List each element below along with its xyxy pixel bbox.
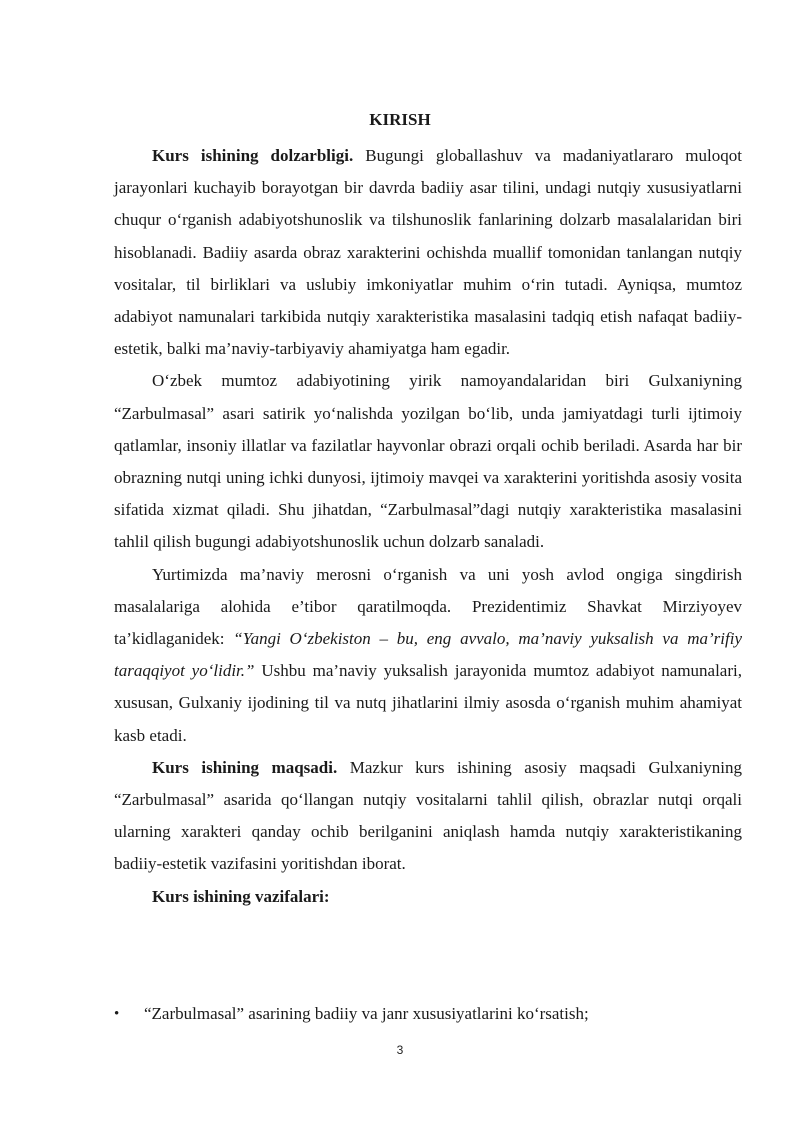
paragraph-heritage [114, 559, 742, 752]
section-title: KIRISH [369, 110, 431, 129]
goal-heading: Kurs ishining maqsadi. [152, 757, 338, 777]
relevance-text: Bugungi globallashuv va madaniyatlararo muloqot jarayonlari kuchayib borayotgan bir davrda badiiy asar tilini, undagi nutqiy xususiyatlarni chuqur o‘rganish adabiyotshunoslik va tilshunoslik fanlarining dolzarb masalalaridan biri hisoblanadi. Badiiy asarda obraz xarakterini ochishda muallif tomonidan tanlangan nutqiy vositalar, til birliklari va uslubiy imkoniyatlar muhim o‘rin tutadi. Ayniqsa, mumtoz adabiyot namunalari tarkibida nutqiy xarakteristika masalasini tadqiq etish nafaqat badiiy-estetik, balki ma’naviy-tarbiyaviy ahamiyatga ham egadir. [114, 146, 742, 359]
tasks-heading: Kurs ishining vazifalari: [152, 886, 330, 906]
paragraph-tasks [114, 881, 742, 913]
body-text [114, 140, 742, 913]
paragraph-zarbulmasal [114, 365, 742, 558]
goal-text: Mazkur kurs ishining asosiy maqsadi Gulxaniyning “Zarbulmasal” asarida qo‘llangan nutqiy vositalarni tahlil qilish, obrazlar nutqi orqali ularning xarakteri qanday ochib berilganini aniqlash hamda nutqiy xarakteristikaning badiiy-estetik vazifasini yoritishdan iborat. [114, 757, 742, 874]
list-item-text: “Zarbulmasal” asarining badiiy va janr xususiyatlarini ko‘rsatish; [144, 1004, 589, 1023]
paragraph-relevance [114, 140, 742, 365]
president-quote: “Yangi O‘zbekiston – bu, eng avvalo, ma’naviy yuksalish va ma’rifiy taraqqiyot yo‘lidir.” [114, 629, 742, 681]
relevance-heading: Kurs ishining dolzarbligi. [152, 146, 354, 165]
heritage-text-before: Yurtimizda ma’naviy merosni o‘rganish va uni yosh avlod ongiga singdirish masalalariga alohida e’tibor qaratilmoqda. Prezidentimiz Shavkat Mirziyoyev ta’kidlaganidek: [114, 564, 742, 649]
bullet-icon: • [114, 1006, 120, 1022]
zarbulmasal-text: O‘zbek mumtoz adabiyotining yirik namoyandalaridan biri Gulxaniyning “Zarbulmasal” asari satirik yo‘nalishda yozilgan bo‘lib, unda jamiyatdagi turli ijtimoiy qatlamlar, insoniy illatlar va fazilatlar hayvonlar obrazi orqali ochib beriladi. Asarda har bir obrazning nutqi uning ichki dunyosi, ijtimoiy mavqei va xarakterini yoritishda asosiy vosita sifatida xizmat qiladi. Shu jihatdan, “Zarbulmasal”dagi nutqiy xarakteristika masalasini tahlil qilish bugungi adabiyotshunoslik uchun dolzarb sanaladi. [114, 371, 742, 552]
heritage-text-after: Ushbu ma’naviy yuksalish jarayonida mumtoz adabiyot namunalari, xususan, Gulxaniy ijodining til va nutq jihatlarini ilmiy asosda o‘rganish muhim ahamiyat kasb etadi. [114, 661, 742, 745]
page-number: 3 [396, 1043, 404, 1057]
paragraph-goal [114, 752, 742, 881]
tasks-list [114, 998, 742, 1030]
list-item [114, 998, 742, 1030]
